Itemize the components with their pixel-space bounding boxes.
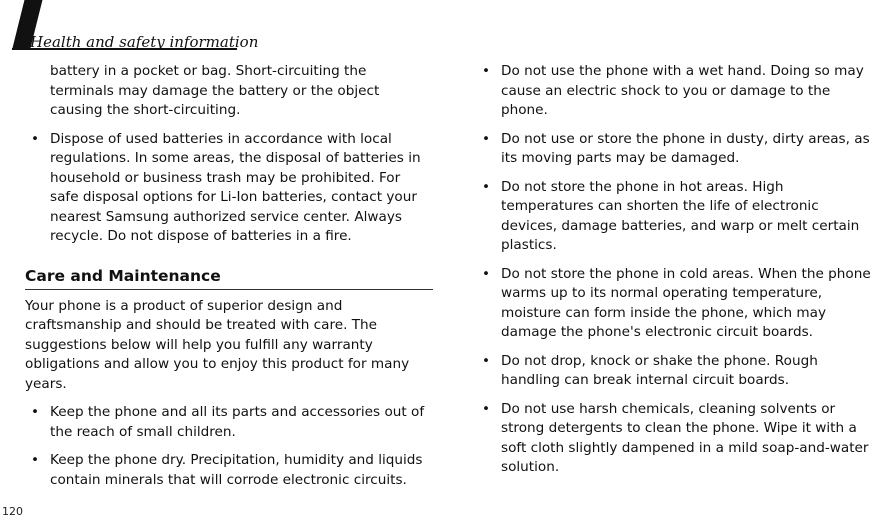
list-item: • Do not store the phone in cold areas. When the phone warms up to its normal operating temperature, moisture can form inside the phone, which may damage the phone's electronic circuit boards. (476, 265, 875, 343)
left-column (25, 62, 433, 490)
list-item: • Do not use harsh chemicals, cleaning solvents or strong detergents to clean the phone. Wipe it with a soft cloth slightly dampened in a mild soap-and-water solution. (476, 400, 875, 478)
battery-bullet-list (25, 130, 433, 247)
care-bullet-list-continued (476, 62, 875, 478)
continuation-paragraph: battery in a pocket or bag. Short-circuiting the terminals may damage the battery or the object causing the short-circuiting. (50, 63, 380, 118)
list-item: • Keep the phone and all its parts and accessories out of the reach of small children. (25, 403, 433, 442)
section-heading: Care and Maintenance (25, 267, 433, 290)
care-bullet-list (25, 403, 433, 490)
header-title: Health and safety information (30, 33, 259, 51)
list-item: • Do not use the phone with a wet hand. Doing so may cause an electric shock to you or damage to the phone. (476, 62, 875, 121)
right-column (476, 62, 875, 478)
intro-paragraph: Your phone is a product of superior design and craftsmanship and should be treated with care. The suggestions below will help you fulfill any warranty obligations and allow you to enjoy this product for many years. (25, 297, 410, 392)
list-item: • Keep the phone dry. Precipitation, humidity and liquids contain minerals that will corrode electronic circuits. (25, 451, 433, 490)
list-item: • Do not use or store the phone in dusty, dirty areas, as its moving parts may be damaged. (476, 130, 875, 169)
list-item: • Do not store the phone in hot areas. High temperatures can shorten the life of electronic devices, damage batteries, and warp or melt certain plastics. (476, 178, 875, 256)
page-number: 120 (2, 505, 23, 518)
list-item: • Do not drop, knock or shake the phone. Rough handling can break internal circuit boards. (476, 352, 875, 391)
list-item: • Dispose of used batteries in accordance with local regulations. In some areas, the disposal of batteries in household or business trash may be prohibited. For safe disposal options for Li-Ion batteries, contact your nearest Samsung authorized service center. Always recycle. Do not dispose of batteries in a fire. (25, 130, 433, 247)
